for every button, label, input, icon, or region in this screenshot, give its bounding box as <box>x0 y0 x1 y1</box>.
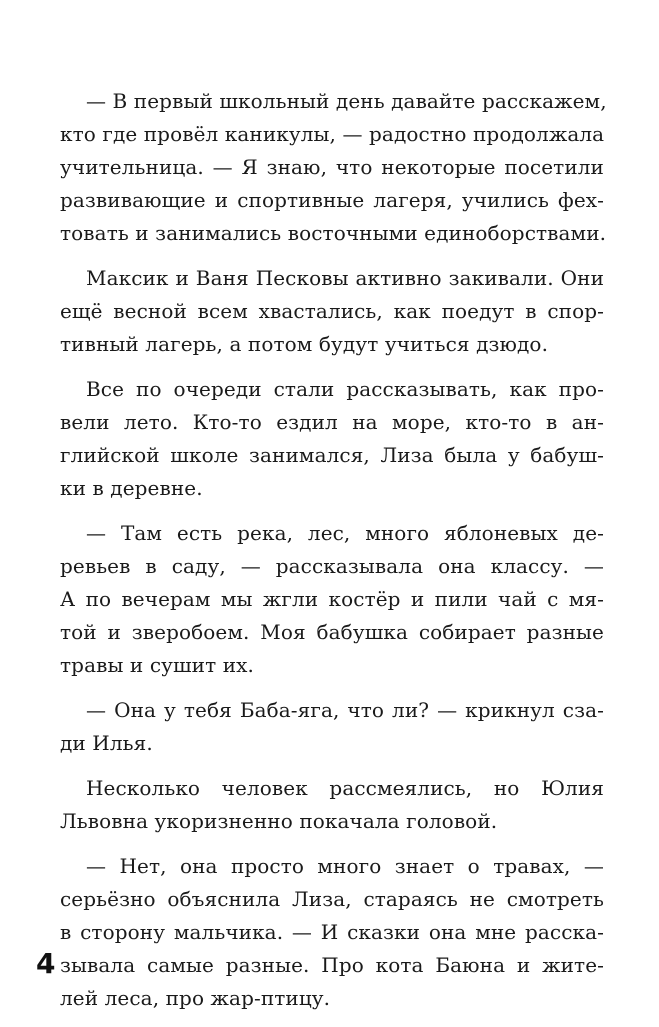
text-line: тивный лагерь, а потом будут учиться дзюдо. <box>60 332 549 356</box>
text-line: развивающие и спортивные лагеря, учились фех- <box>60 188 604 212</box>
text-line: той и зверобоем. Моя бабушка собирает разные <box>60 620 604 644</box>
text-line: Львовна укоризненно покачала головой. <box>60 809 498 833</box>
body-text <box>60 85 607 1027</box>
text-line: зывала самые разные. Про кота Баюна и жите- <box>60 953 604 977</box>
text-line: А по вечерам мы жгли костёр и пили чай с мя- <box>60 587 604 611</box>
text-line: учительница. — Я знаю, что некоторые посетили <box>60 155 604 179</box>
text-line: товать и занимались восточными единоборствами. <box>60 221 607 245</box>
text-line: глийской школе занимался, Лиза была у бабуш- <box>60 443 604 467</box>
paragraph <box>60 517 604 682</box>
text-line: Максик и Ваня Песковы активно закивали. Они <box>86 266 604 290</box>
text-line: — Она у тебя Баба-яга, что ли? — крикнул сза- <box>86 698 604 722</box>
text-line: ревьев в саду, — рассказывала она классу. — <box>60 554 604 578</box>
text-line: — В первый школьный день давайте расскажем, <box>86 89 607 113</box>
paragraph <box>60 694 604 760</box>
paragraph <box>60 850 604 1015</box>
text-line: вели лето. Кто-то ездил на море, кто-то в ан- <box>60 410 604 434</box>
text-line: Все по очереди стали рассказывать, как про- <box>86 377 604 401</box>
text-line: лей леса, про жар-птицу. <box>60 986 331 1010</box>
paragraph <box>60 262 604 361</box>
page-number: 4 <box>36 947 56 980</box>
paragraph <box>60 85 607 250</box>
text-line: серьёзно объяснила Лиза, стараясь не смотреть <box>60 887 604 911</box>
paragraph <box>60 373 604 505</box>
text-line: ди Илья. <box>60 731 153 755</box>
text-line: — Там есть река, лес, много яблоневых де- <box>86 521 604 545</box>
text-line: в сторону мальчика. — И сказки она мне расска- <box>60 920 604 944</box>
text-line: ещё весной всем хвастались, как поедут в спор- <box>60 299 604 323</box>
text-line: травы и сушит их. <box>60 653 254 677</box>
text-line: кто где провёл каникулы, — радостно продолжала <box>60 122 605 146</box>
text-line: — Нет, она просто много знает о травах, — <box>86 854 604 878</box>
paragraph <box>60 772 604 838</box>
text-line: ки в деревне. <box>60 476 203 500</box>
text-line: Несколько человек рассмеялись, но Юлия <box>86 776 604 800</box>
